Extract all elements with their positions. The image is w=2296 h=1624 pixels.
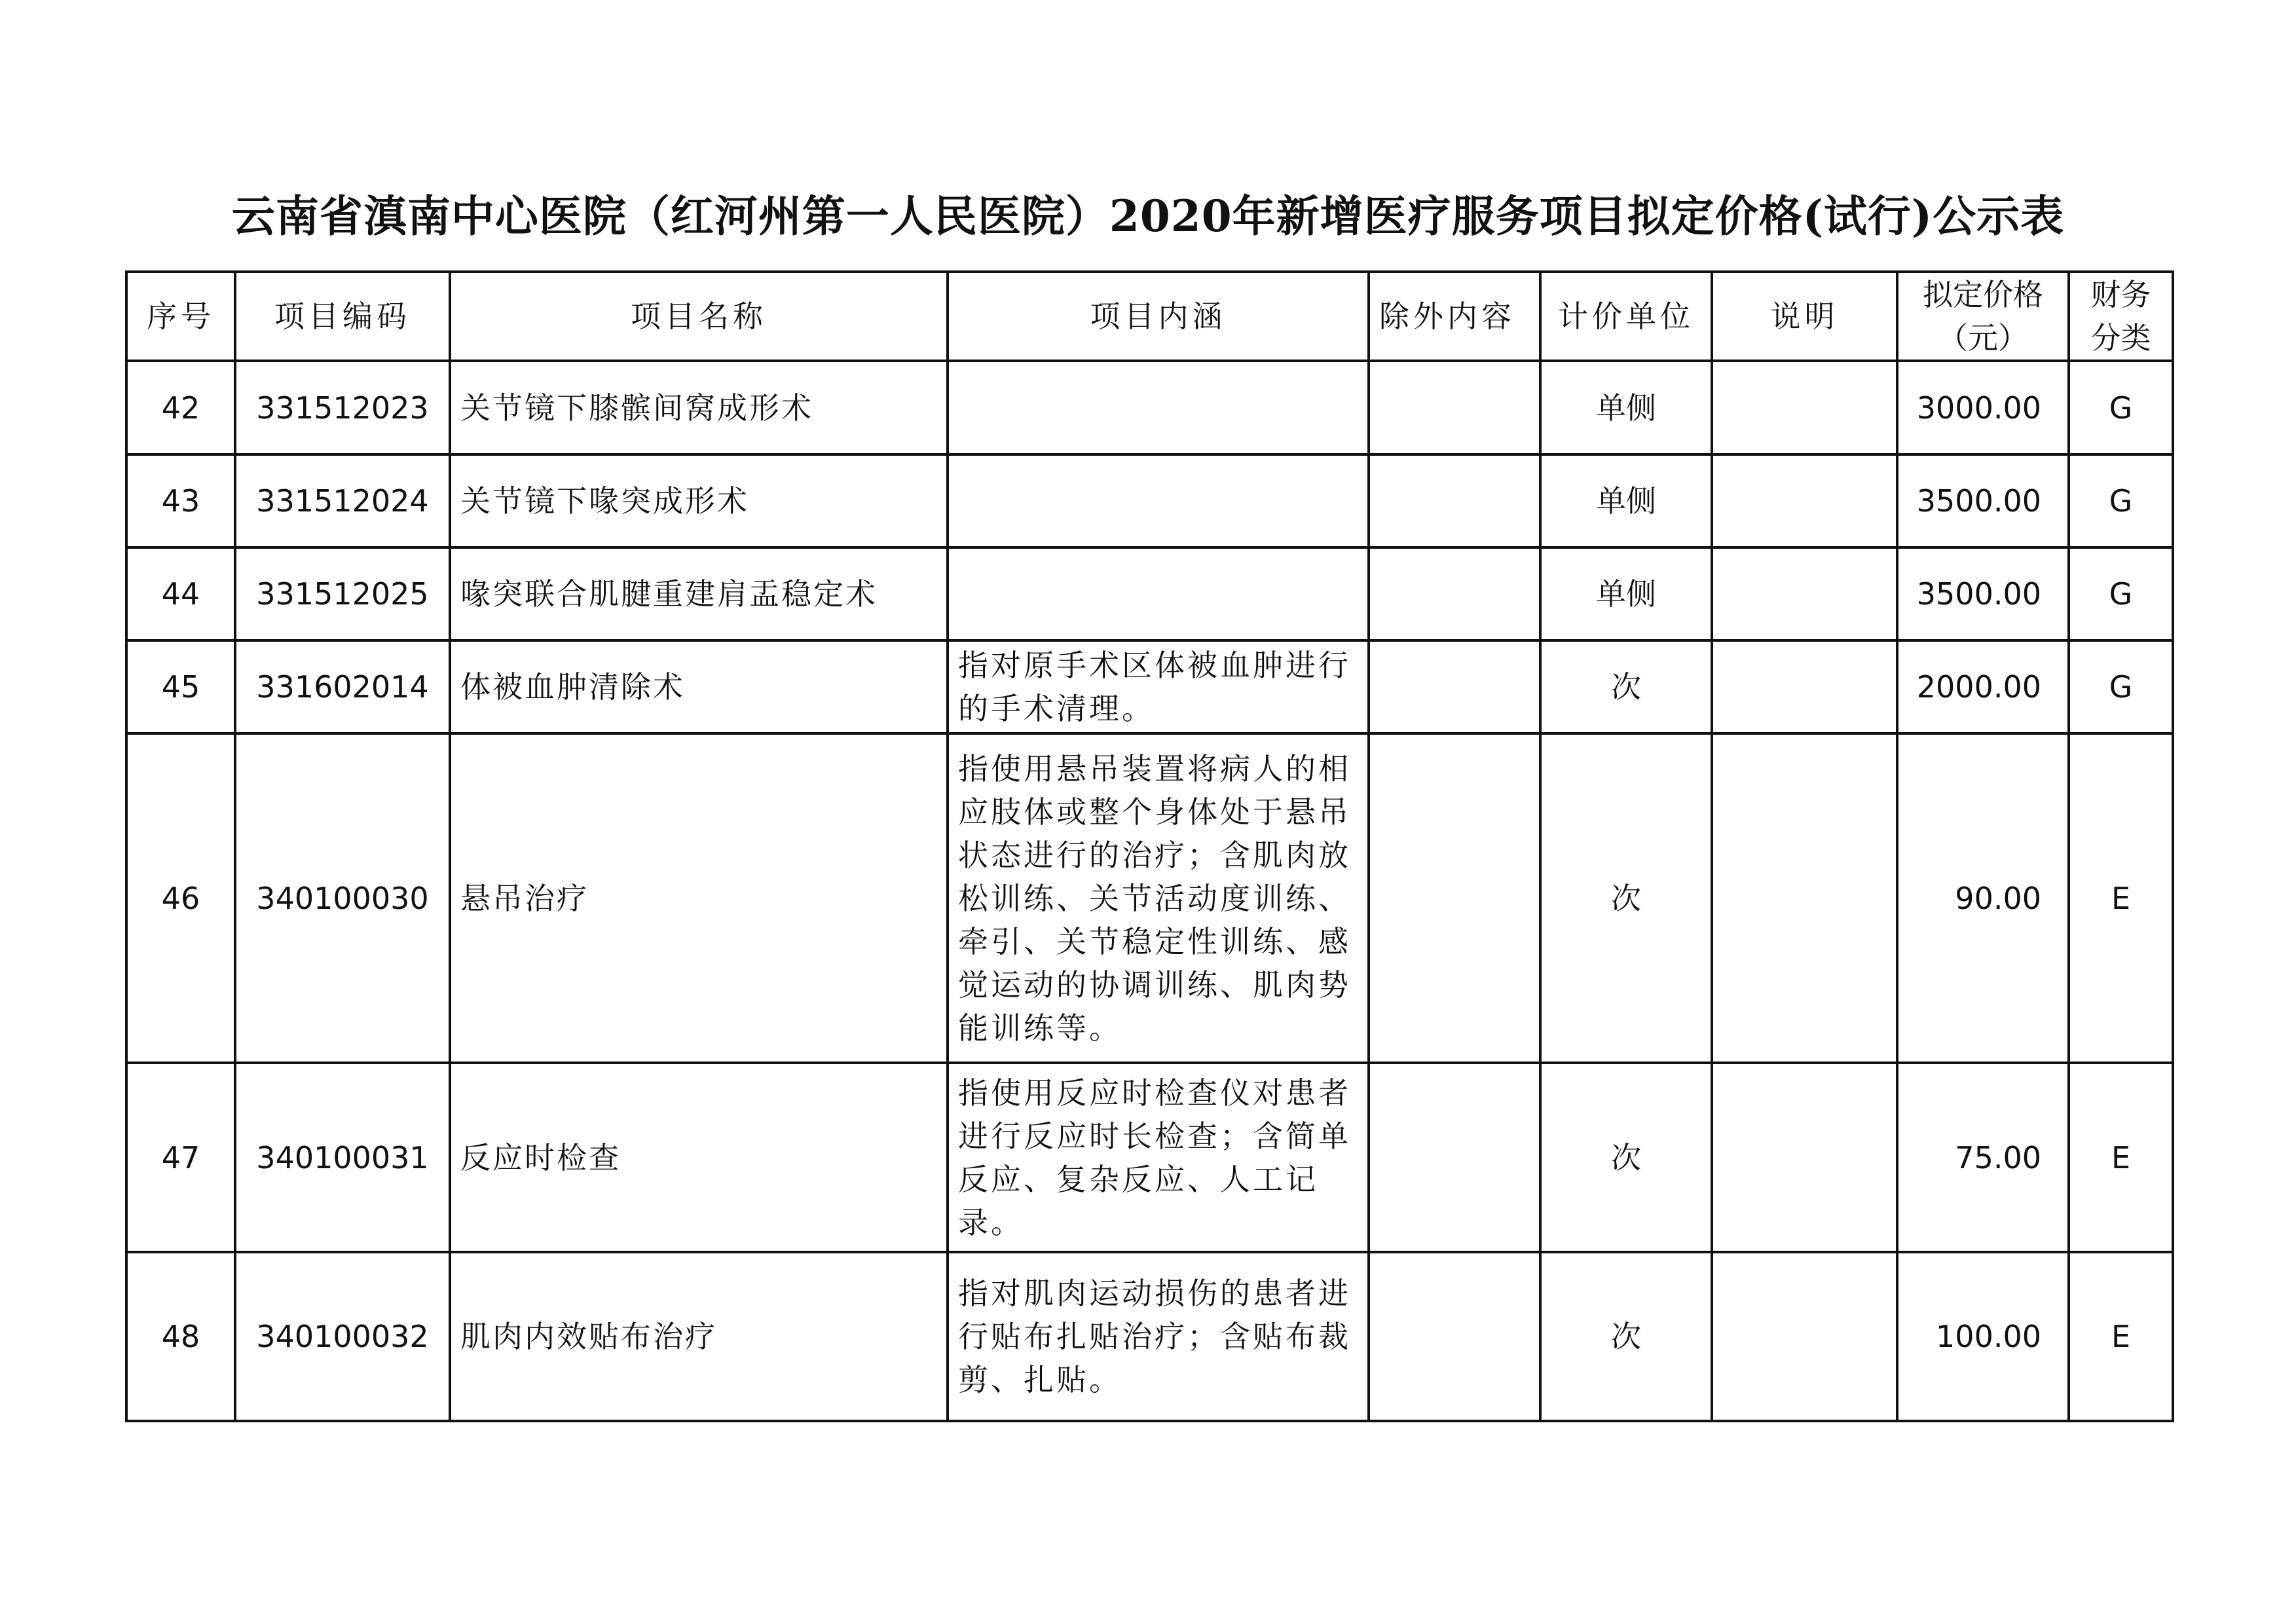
header-name: 项目名称 bbox=[450, 272, 948, 361]
table-row bbox=[126, 640, 2173, 733]
table-row bbox=[126, 454, 2173, 547]
cell-exclusion bbox=[1369, 1063, 1540, 1252]
table-row bbox=[126, 733, 2173, 1063]
cell-name: 反应时检查 bbox=[450, 1063, 948, 1252]
cell-category: E bbox=[2069, 1063, 2173, 1252]
header-content: 项目内涵 bbox=[948, 272, 1369, 361]
cell-code: 340100030 bbox=[235, 733, 450, 1063]
header-note: 说明 bbox=[1712, 272, 1897, 361]
table-header-row bbox=[126, 272, 2173, 361]
table-row bbox=[126, 1252, 2173, 1421]
cell-content bbox=[948, 547, 1369, 640]
cell-seq: 45 bbox=[126, 640, 235, 733]
header-price bbox=[1897, 272, 2069, 361]
header-seq: 序号 bbox=[126, 272, 235, 361]
cell-category: G bbox=[2069, 361, 2173, 454]
cell-exclusion bbox=[1369, 733, 1540, 1063]
cell-price: 2000.00 bbox=[1897, 640, 2069, 733]
cell-price: 3000.00 bbox=[1897, 361, 2069, 454]
cell-unit: 单侧 bbox=[1540, 361, 1712, 454]
cell-unit: 单侧 bbox=[1540, 547, 1712, 640]
cell-seq: 43 bbox=[126, 454, 235, 547]
table-row bbox=[126, 1063, 2173, 1252]
cell-exclusion bbox=[1369, 454, 1540, 547]
cell-note bbox=[1712, 454, 1897, 547]
cell-exclusion bbox=[1369, 640, 1540, 733]
cell-content: 指使用反应时检查仪对患者进行反应时长检查；含简单反应、复杂反应、人工记录。 bbox=[948, 1063, 1369, 1252]
header-price-line2: （元） bbox=[1938, 320, 2028, 356]
cell-name: 关节镜下膝髌间窝成形术 bbox=[450, 361, 948, 454]
cell-name: 体被血肿清除术 bbox=[450, 640, 948, 733]
cell-unit: 单侧 bbox=[1540, 454, 1712, 547]
cell-price: 3500.00 bbox=[1897, 547, 2069, 640]
header-price-line1: 拟定价格 bbox=[1923, 277, 2043, 312]
cell-code: 331512023 bbox=[235, 361, 450, 454]
cell-exclusion bbox=[1369, 1252, 1540, 1421]
document-title: 云南省滇南中心医院（红河州第一人民医院）2020年新增医疗服务项目拟定价格(试行)公示表 bbox=[231, 191, 2065, 242]
cell-note bbox=[1712, 547, 1897, 640]
header-category-line2: 分类 bbox=[2090, 320, 2151, 356]
cell-category: G bbox=[2069, 454, 2173, 547]
cell-seq: 44 bbox=[126, 547, 235, 640]
cell-exclusion bbox=[1369, 547, 1540, 640]
cell-price: 3500.00 bbox=[1897, 454, 2069, 547]
cell-content: 指对肌肉运动损伤的患者进行贴布扎贴治疗；含贴布裁剪、扎贴。 bbox=[948, 1252, 1369, 1421]
cell-code: 331512024 bbox=[235, 454, 450, 547]
header-exclusion: 除外内容 bbox=[1369, 272, 1540, 361]
cell-name: 喙突联合肌腱重建肩盂稳定术 bbox=[450, 547, 948, 640]
cell-content: 指对原手术区体被血肿进行的手术清理。 bbox=[948, 640, 1369, 733]
cell-content bbox=[948, 454, 1369, 547]
cell-category: G bbox=[2069, 547, 2173, 640]
cell-seq: 48 bbox=[126, 1252, 235, 1421]
cell-code: 340100032 bbox=[235, 1252, 450, 1421]
cell-category: E bbox=[2069, 1252, 2173, 1421]
cell-category: G bbox=[2069, 640, 2173, 733]
header-category-line1: 财务 bbox=[2090, 277, 2151, 312]
cell-seq: 46 bbox=[126, 733, 235, 1063]
cell-code: 331512025 bbox=[235, 547, 450, 640]
cell-price: 75.00 bbox=[1897, 1063, 2069, 1252]
cell-exclusion bbox=[1369, 361, 1540, 454]
cell-unit: 次 bbox=[1540, 1252, 1712, 1421]
table-row bbox=[126, 547, 2173, 640]
cell-code: 331602014 bbox=[235, 640, 450, 733]
cell-name: 关节镜下喙突成形术 bbox=[450, 454, 948, 547]
header-code: 项目编码 bbox=[235, 272, 450, 361]
cell-price: 100.00 bbox=[1897, 1252, 2069, 1421]
cell-unit: 次 bbox=[1540, 1063, 1712, 1252]
cell-name: 肌肉内效贴布治疗 bbox=[450, 1252, 948, 1421]
cell-content bbox=[948, 361, 1369, 454]
cell-unit: 次 bbox=[1540, 733, 1712, 1063]
cell-content: 指使用悬吊装置将病人的相应肢体或整个身体处于悬吊状态进行的治疗；含肌肉放松训练、关节活动度训练、牵引、关节稳定性训练、感觉运动的协调训练、肌肉势能训练等。 bbox=[948, 733, 1369, 1063]
cell-seq: 47 bbox=[126, 1063, 235, 1252]
price-table bbox=[125, 270, 2174, 1422]
cell-price: 90.00 bbox=[1897, 733, 2069, 1063]
cell-seq: 42 bbox=[126, 361, 235, 454]
table-row bbox=[126, 361, 2173, 454]
cell-note bbox=[1712, 361, 1897, 454]
cell-unit: 次 bbox=[1540, 640, 1712, 733]
cell-note bbox=[1712, 1252, 1897, 1421]
header-unit: 计价单位 bbox=[1540, 272, 1712, 361]
cell-note bbox=[1712, 640, 1897, 733]
cell-note bbox=[1712, 1063, 1897, 1252]
cell-name: 悬吊治疗 bbox=[450, 733, 948, 1063]
header-category bbox=[2069, 272, 2173, 361]
cell-note bbox=[1712, 733, 1897, 1063]
cell-category: E bbox=[2069, 733, 2173, 1063]
cell-code: 340100031 bbox=[235, 1063, 450, 1252]
